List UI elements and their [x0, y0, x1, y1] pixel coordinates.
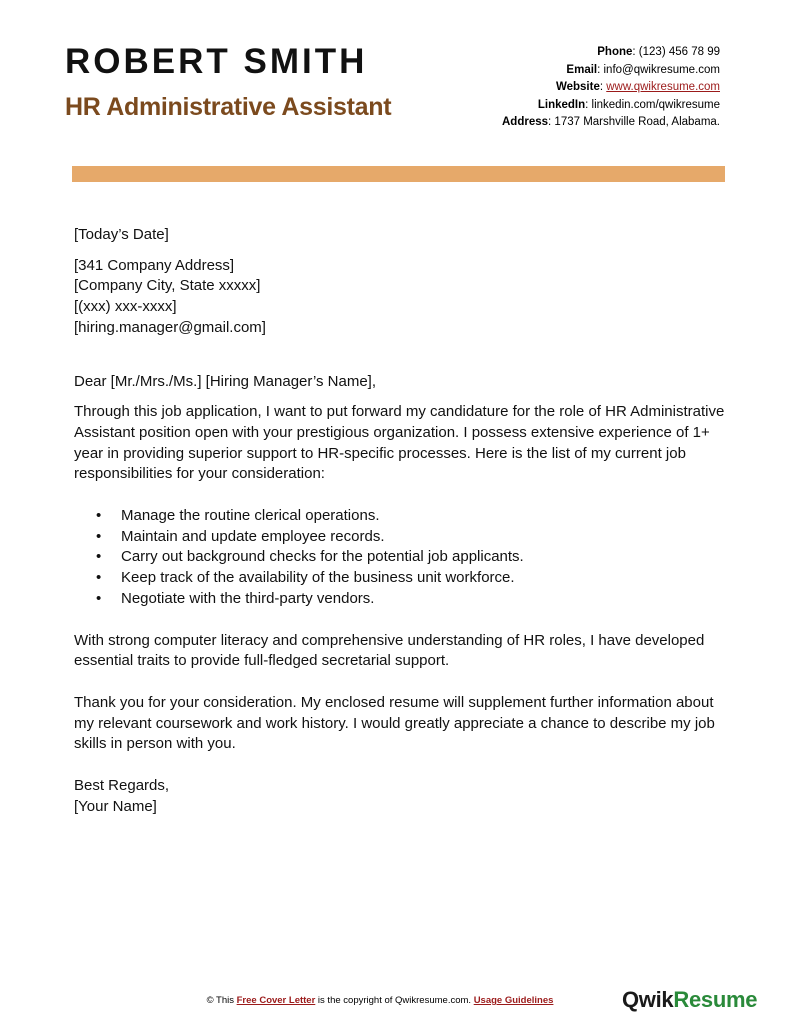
- body-paragraph-3: Thank you for your consideration. My enclosed resume will supplement further information about my relevant coursework and work history. I would greatly appreciate a chance to describe my job skills in person with you.: [74, 693, 715, 753]
- signature: [Your Name]: [74, 797, 157, 815]
- bullet-icon: •: [96, 569, 102, 587]
- contact-label: LinkedIn: [537, 98, 586, 111]
- website-link[interactable]: www.qwikresume.com: [606, 81, 720, 93]
- contact-email: Email: info@qwikresume.com: [566, 63, 720, 76]
- bullet-icon: •: [96, 589, 102, 607]
- list-item: • Keep track of the availability of the business unit workforce.: [74, 568, 734, 589]
- letter-date: [Today’s Date]: [74, 226, 169, 243]
- bullet-icon: •: [96, 527, 102, 545]
- bullet-icon: •: [96, 548, 102, 566]
- usage-guidelines-link[interactable]: Usage Guidelines: [473, 995, 554, 1006]
- applicant-name: ROBERT SMITH: [65, 42, 368, 81]
- contact-value: (123) 456 78 99: [638, 46, 720, 58]
- contact-linkedin: LinkedIn: linkedin.com/qwikresume: [537, 98, 720, 111]
- contact-block: [502, 44, 720, 132]
- recipient-block: [74, 256, 734, 339]
- logo-part-qwik: Qwik: [622, 987, 674, 1012]
- body-paragraph-2: With strong computer literacy and comprehensive understanding of HR roles, I have developed essential traits to provide full-fledged secretarial support.: [74, 631, 705, 670]
- contact-value: 1737 Marshville Road, Alabama.: [554, 116, 720, 128]
- contact-label: Address: [502, 116, 549, 128]
- responsibility-list: [74, 506, 734, 610]
- list-item: • Negotiate with the third-party vendors.: [74, 589, 734, 610]
- contact-website: Website: www.qwikresume.com: [555, 81, 720, 93]
- logo-part-resume: Resume: [673, 987, 758, 1012]
- contact-phone: Phone: (123) 456 78 99: [597, 46, 720, 58]
- list-item: • Maintain and update employee records.: [74, 527, 734, 548]
- letter-body: [74, 225, 734, 817]
- contact-label: Email: [566, 63, 598, 76]
- salutation: Dear [Mr./Mrs./Ms.] [Hiring Manager’s Name],: [74, 372, 377, 390]
- recipient-line: [Company City, State xxxxx]: [74, 277, 261, 295]
- recipient-line: [341 Company Address]: [74, 256, 235, 274]
- intro-paragraph: Through this job application, I want to put forward my candidature for the role of HR Administrative Assistant position open with your prestigious organization. I possess extensive experience of 1+ year in providing superior support to HR-specific processes. Here is the list of my current job responsibilities for your consideration:: [74, 403, 725, 483]
- qwikresume-logo[interactable]: [622, 987, 757, 1013]
- free-cover-letter-link[interactable]: Free Cover Letter: [236, 995, 316, 1006]
- contact-address: Address: 1737 Marshville Road, Alabama.: [502, 116, 720, 128]
- list-item: • Manage the routine clerical operations.: [74, 506, 734, 527]
- contact-label: Website: [555, 81, 600, 93]
- list-item: • Carry out background checks for the potential job applicants.: [74, 547, 734, 568]
- bullet-icon: •: [96, 507, 102, 525]
- contact-value: linkedin.com/qwikresume: [591, 98, 720, 111]
- job-title: HR Administrative Assistant: [65, 93, 392, 121]
- footer-text: is the copyright of Qwikresume.com.: [315, 995, 474, 1006]
- accent-divider-bar: [72, 166, 725, 182]
- closing: Best Regards,: [74, 777, 170, 795]
- recipient-line: [(xxx) xxx-xxxx]: [74, 298, 177, 316]
- contact-value: info@qwikresume.com: [603, 63, 720, 76]
- contact-label: Phone: [597, 46, 633, 58]
- footer-text: © This: [206, 995, 237, 1006]
- recipient-line: [hiring.manager@gmail.com]: [74, 318, 266, 336]
